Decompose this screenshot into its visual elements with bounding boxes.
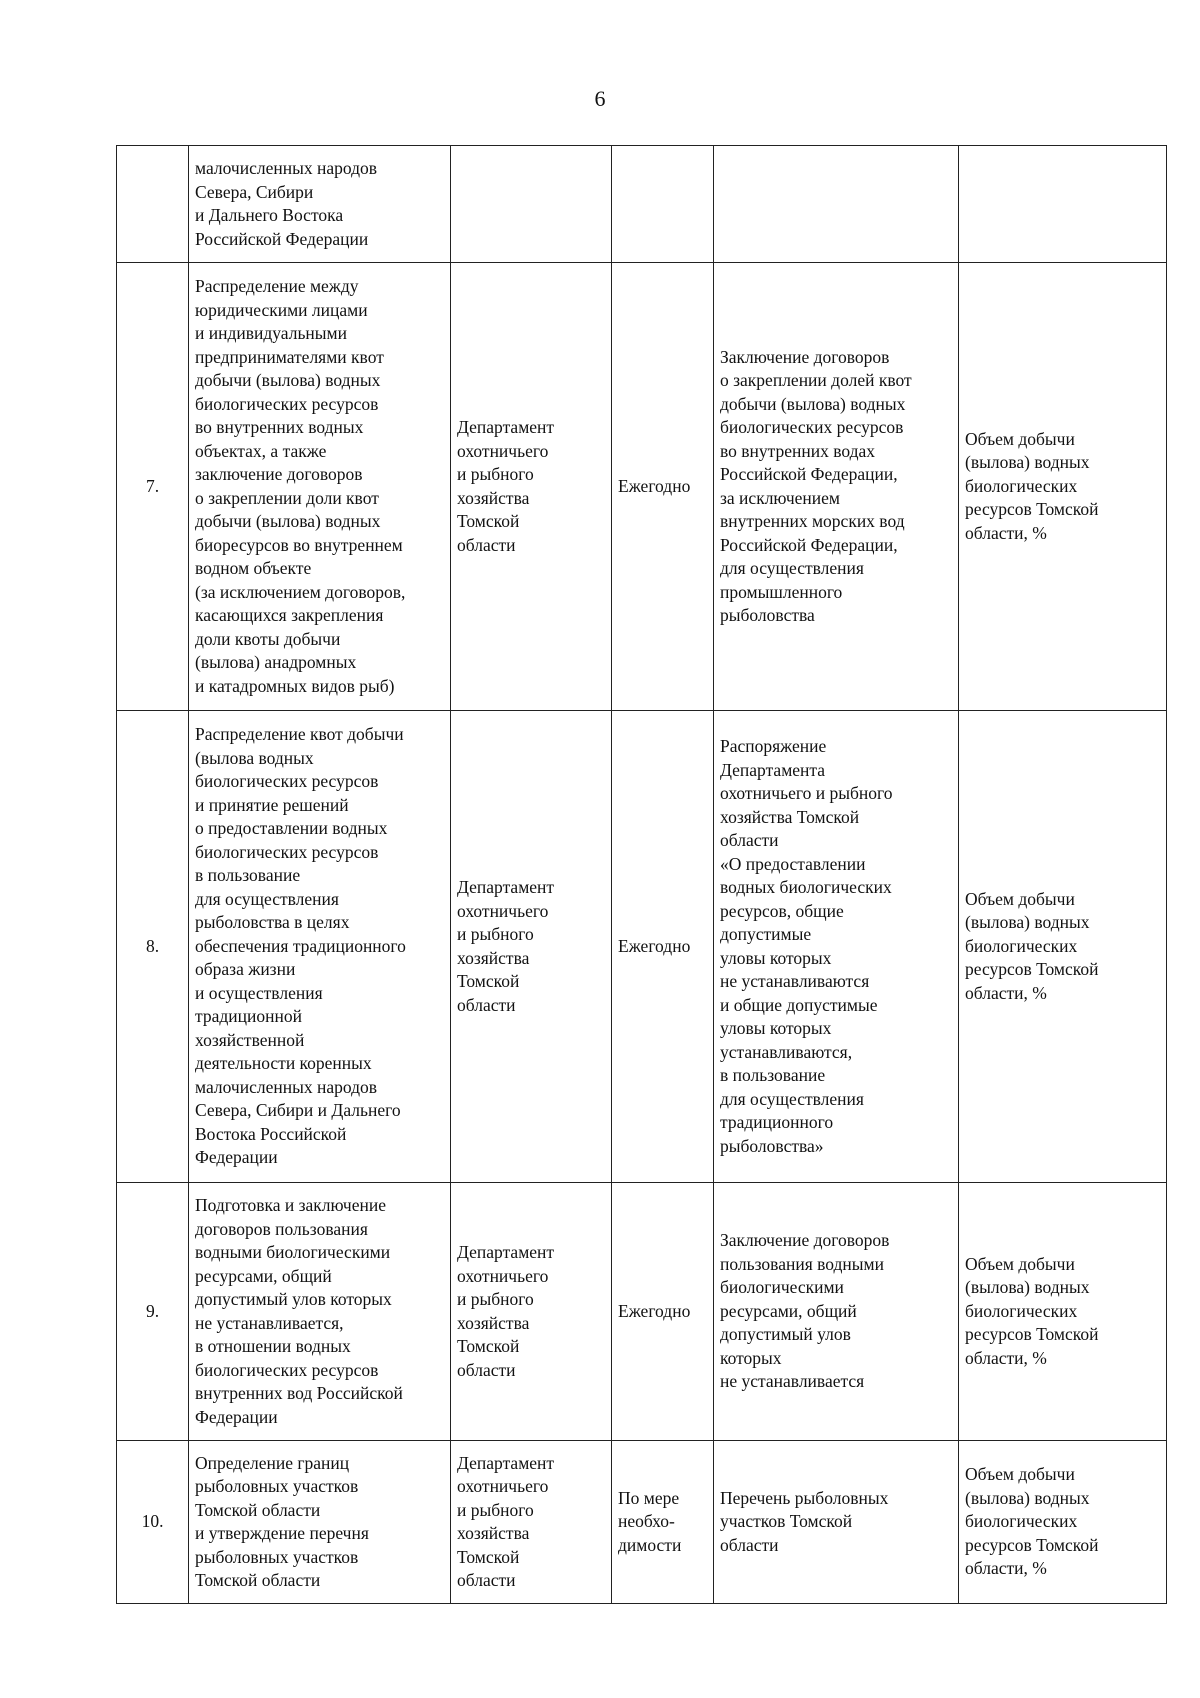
indicator: Объем добычи (вылова) водных биологических ресурсов Томской области, % xyxy=(959,1183,1167,1441)
expected-result xyxy=(714,146,959,263)
row-number: 9. xyxy=(117,1183,189,1441)
table-row xyxy=(117,1183,1167,1441)
expected-result: Распоряжение Департамента охотничьего и рыбного хозяйства Томской области «О предоставлении водных биологических ресурсов, общие допустимые уловы которых не устанавливаются и общие допустимые уловы которых устанавливаются, в пользование для осуществления традиционного рыболовства» xyxy=(714,711,959,1183)
term: Ежегодно xyxy=(612,1183,714,1441)
executor: Департамент охотничьего и рыбного хозяйства Томской области xyxy=(451,711,612,1183)
executor: Департамент охотничьего и рыбного хозяйства Томской области xyxy=(451,1441,612,1604)
term: Ежегодно xyxy=(612,711,714,1183)
row-number xyxy=(117,146,189,263)
measure-name: малочисленных народов Севера, Сибири и Дальнего Востока Российской Федерации xyxy=(189,146,451,263)
page-number: 6 xyxy=(594,86,606,111)
table-row xyxy=(117,263,1167,711)
measure-name: Распределение между юридическими лицами и индивидуальными предпринимателями квот добычи (вылова) водных биологических ресурсов во внутренних водных объектах, а также заключение договоров о закреплении доли квот добычи (вылова) водных биоресурсов во внутреннем водном объекте (за исключением договоров, касающихся закрепления доли квоты добычи (вылова) анадромных и катадромных видов рыб) xyxy=(189,263,451,711)
table-row xyxy=(117,1441,1167,1604)
measure-name: Подготовка и заключение договоров пользования водными биологическими ресурсами, общий допустимый улов которых не устанавливается, в отношении водных биологических ресурсов внутренних вод Российской Федерации xyxy=(189,1183,451,1441)
indicator: Объем добычи (вылова) водных биологических ресурсов Томской области, % xyxy=(959,1441,1167,1604)
row-number: 8. xyxy=(117,711,189,1183)
row-number: 10. xyxy=(117,1441,189,1604)
measure-name: Распределение квот добычи (вылова водных биологических ресурсов и принятие решений о предоставлении водных биологических ресурсов в пользование для осуществления рыболовства в целях обеспечения традиционного образа жизни и осуществления традиционной хозяйственной деятельности коренных малочисленных народов Севера, Сибири и Дальнего Востока Российской Федерации xyxy=(189,711,451,1183)
measure-name: Определение границ рыболовных участков Томской области и утверждение перечня рыболовных участков Томской области xyxy=(189,1441,451,1604)
term xyxy=(612,146,714,263)
expected-result: Заключение договоров пользования водными биологическими ресурсами, общий допустимый улов которых не устанавливается xyxy=(714,1183,959,1441)
expected-result: Заключение договоров о закреплении долей квот добычи (вылова) водных биологических ресурсов во внутренних водах Российской Федерации, за исключением внутренних морских вод Российской Федерации, для осуществления промышленного рыболовства xyxy=(714,263,959,711)
executor: Департамент охотничьего и рыбного хозяйства Томской области xyxy=(451,263,612,711)
term: Ежегодно xyxy=(612,263,714,711)
executor: Департамент охотничьего и рыбного хозяйства Томской области xyxy=(451,1183,612,1441)
indicator: Объем добычи (вылова) водных биологических ресурсов Томской области, % xyxy=(959,711,1167,1183)
measures-table xyxy=(116,145,1167,1604)
indicator xyxy=(959,146,1167,263)
term: По мере необхо- димости xyxy=(612,1441,714,1604)
table-row xyxy=(117,711,1167,1183)
row-number: 7. xyxy=(117,263,189,711)
executor xyxy=(451,146,612,263)
indicator: Объем добычи (вылова) водных биологических ресурсов Томской области, % xyxy=(959,263,1167,711)
expected-result: Перечень рыболовных участков Томской области xyxy=(714,1441,959,1604)
table-row xyxy=(117,146,1167,263)
